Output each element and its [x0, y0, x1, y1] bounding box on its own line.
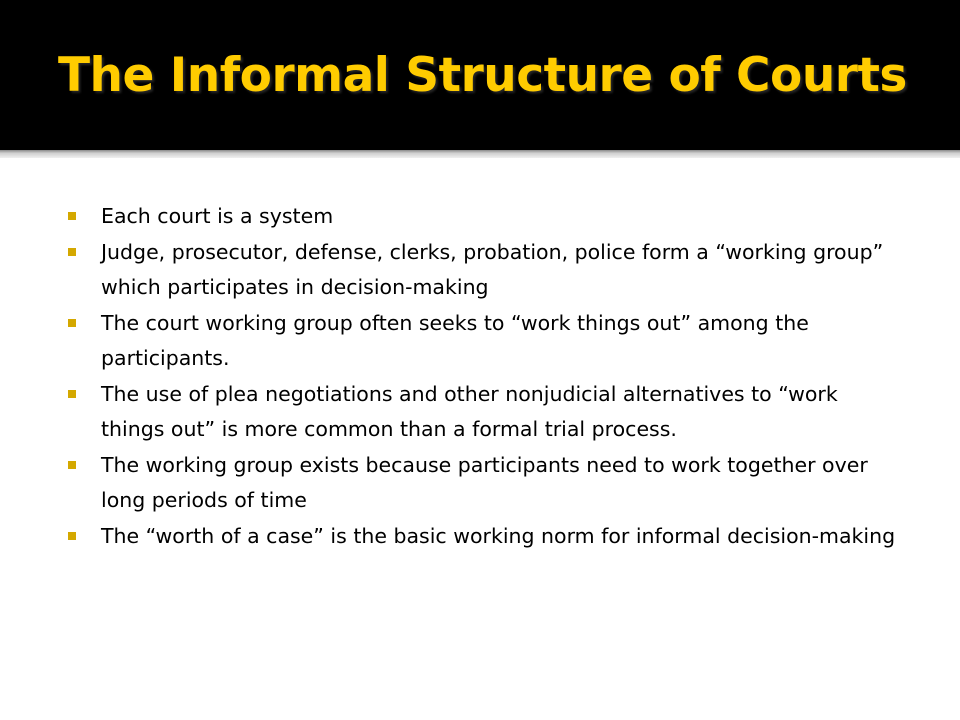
title-bar	[0, 0, 960, 150]
bullet-item	[68, 306, 898, 377]
bullet-text: The use of plea negotiations and other nonjudicial alternatives to “work things out” is more common than a formal trial process.	[101, 381, 838, 441]
title-divider	[0, 150, 960, 158]
square-bullet-icon	[68, 319, 76, 327]
bullet-text: Judge, prosecutor, defense, clerks, probation, police form a “working group” which participates in decision-making	[101, 239, 884, 299]
bullet-item	[68, 519, 898, 555]
bullet-text: The working group exists because participants need to work together over long periods of time	[101, 452, 868, 512]
bullet-item	[68, 235, 898, 306]
square-bullet-icon	[68, 461, 76, 469]
bullet-item	[68, 448, 898, 519]
bullet-text: The “worth of a case” is the basic working norm for informal decision-making	[101, 523, 896, 548]
bullet-item	[68, 377, 898, 448]
bullet-text: Each court is a system	[101, 204, 334, 228]
square-bullet-icon	[68, 248, 76, 256]
slide-title: The Informal Structure of Courts	[58, 48, 907, 103]
square-bullet-icon	[68, 532, 76, 540]
square-bullet-icon	[68, 212, 76, 220]
square-bullet-icon	[68, 390, 76, 398]
bullet-list	[68, 199, 898, 554]
bullet-item	[68, 199, 898, 235]
bullet-text: The court working group often seeks to “work things out” among the participants.	[101, 310, 809, 370]
